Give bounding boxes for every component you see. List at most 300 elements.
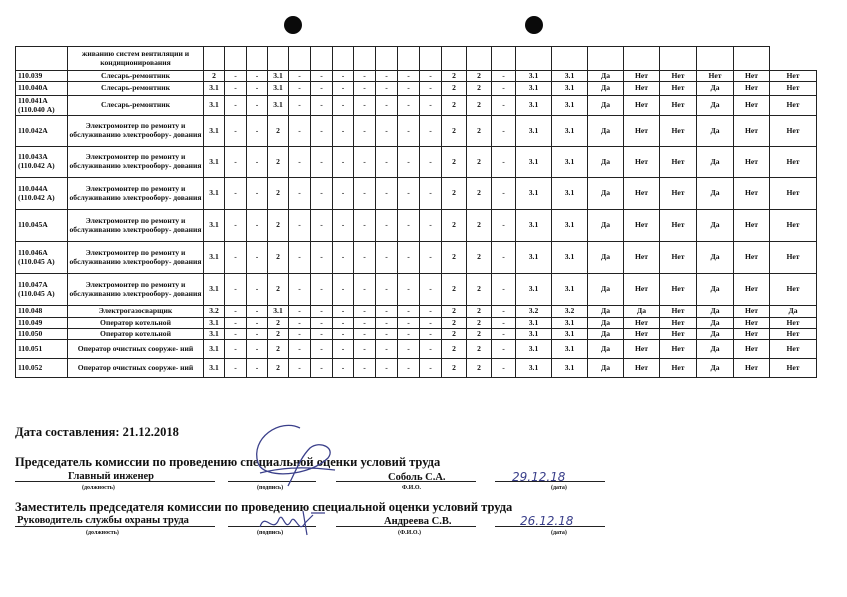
table-row [16,274,817,306]
row-cell: - [376,82,398,96]
row-cell: - [398,329,420,340]
row-profession: Оператор очистных сооруже- ний [68,359,204,378]
row-cell: Нет [734,318,770,329]
row-cell: 3.1 [516,210,552,242]
row-cell: - [225,359,247,378]
assessment-table [15,46,817,378]
row-cell: Нет [624,82,660,96]
row-cell [492,47,516,71]
row-cell: - [354,340,376,359]
row-cell: Да [588,274,624,306]
row-cell: - [354,71,376,82]
row-cell: - [376,340,398,359]
row-cell: 3.1 [552,210,588,242]
row-cell: - [225,147,247,178]
deputy-signature [255,505,335,540]
row-cell: Нет [770,242,817,274]
deputy-date-caption: (дата) [551,530,567,536]
row-cell: - [398,96,420,116]
row-cell: - [376,318,398,329]
row-cell: - [492,210,516,242]
row-cell: Нет [734,82,770,96]
row-cell: Нет [770,210,817,242]
row-cell: - [492,71,516,82]
row-cell: 3.2 [516,306,552,318]
row-cell: Нет [660,178,697,210]
row-cell: Да [588,178,624,210]
row-cell: 2 [204,71,225,82]
row-cell [354,47,376,71]
table-row [16,242,817,274]
row-cell: - [398,71,420,82]
row-cell: 2 [442,178,467,210]
row-cell: 2 [467,318,492,329]
row-cell: Да [697,274,734,306]
row-cell: 3.1 [268,82,289,96]
row-cell: 3.1 [516,329,552,340]
chair-position-line [15,481,215,482]
row-cell: 3.1 [516,82,552,96]
row-profession: Электромонтер по ремонту и обслуживанию электрообору- дования [68,242,204,274]
row-cell: Нет [624,96,660,116]
row-cell [660,47,697,71]
row-cell: - [398,306,420,318]
row-cell: Нет [734,178,770,210]
row-cell: - [289,329,311,340]
deputy-position-caption: (должность) [86,530,119,536]
row-cell: Нет [660,116,697,147]
row-cell: Нет [770,329,817,340]
row-cell: 2 [467,71,492,82]
row-cell: - [420,96,442,116]
row-code: 110.048 [16,306,68,318]
row-cell [552,47,588,71]
row-cell [588,47,624,71]
row-cell [516,47,552,71]
row-cell: 3.1 [552,116,588,147]
table-row [16,318,817,329]
row-cell: 3.1 [204,178,225,210]
row-cell: 3.1 [204,274,225,306]
row-cell: - [376,359,398,378]
chair-position: Главный инженер [68,471,155,482]
row-cell: 2 [268,359,289,378]
row-cell: 2 [268,178,289,210]
row-cell: 3.1 [516,147,552,178]
row-cell: - [492,82,516,96]
table-row [16,147,817,178]
row-cell: 2 [467,210,492,242]
row-profession: Электромонтер по ремонту и обслуживанию электрообору- дования [68,210,204,242]
row-cell: - [333,329,354,340]
row-cell: - [225,318,247,329]
row-cell: Нет [770,147,817,178]
row-cell: Нет [734,71,770,82]
row-cell: 2 [268,318,289,329]
row-cell: 2 [467,116,492,147]
row-cell: 2 [442,82,467,96]
row-cell: - [311,318,333,329]
row-cell: 3.1 [268,306,289,318]
table-row [16,116,817,147]
row-cell: - [311,274,333,306]
row-cell [204,47,225,71]
row-cell: - [420,274,442,306]
row-cell: Нет [770,318,817,329]
row-cell: - [333,274,354,306]
row-cell: - [354,82,376,96]
row-cell: - [289,340,311,359]
row-cell: - [376,116,398,147]
row-cell: 2 [442,210,467,242]
row-cell: - [247,71,268,82]
row-cell: 2 [467,306,492,318]
row-cell: - [398,82,420,96]
row-cell [697,47,734,71]
row-cell [420,47,442,71]
row-cell: Да [588,116,624,147]
row-cell: 2 [442,318,467,329]
row-cell: 3.1 [516,116,552,147]
row-cell: Да [588,71,624,82]
row-cell: Нет [660,306,697,318]
row-cell: - [376,71,398,82]
row-cell: Нет [624,147,660,178]
row-cell: - [420,340,442,359]
row-cell: - [376,306,398,318]
row-cell: 3.1 [204,147,225,178]
row-cell: - [289,210,311,242]
row-cell: Да [770,306,817,318]
row-cell: 3.1 [552,96,588,116]
row-cell: 2 [467,96,492,116]
row-cell: 2 [442,116,467,147]
row-cell [225,47,247,71]
row-cell: 2 [442,147,467,178]
row-cell: 2 [467,82,492,96]
row-cell: - [225,71,247,82]
row-cell: - [398,116,420,147]
row-cell: - [333,210,354,242]
row-cell: - [311,329,333,340]
row-profession: Электромонтер по ремонту и обслуживанию электрообору- дования [68,274,204,306]
row-cell: Нет [624,210,660,242]
row-cell: Нет [624,178,660,210]
row-cell: - [247,329,268,340]
punch-hole-right [525,16,543,34]
row-cell: 3.1 [204,210,225,242]
row-cell: - [247,116,268,147]
row-cell: - [354,147,376,178]
row-cell [734,47,770,71]
row-profession: Электромонтер по ремонту и обслуживанию электрообору- дования [68,116,204,147]
row-cell: 2 [442,306,467,318]
row-cell: 3.1 [552,329,588,340]
row-code: 110.047А (110.045 А) [16,274,68,306]
deputy-position-line [15,526,215,527]
row-cell: Нет [734,329,770,340]
row-cell: Да [588,147,624,178]
row-cell [376,47,398,71]
row-cell: Нет [624,71,660,82]
row-cell: 2 [467,340,492,359]
deputy-heading: Заместитель председателя комиссии по проведению специальной оценки условий труда [15,500,513,514]
row-cell: - [247,274,268,306]
row-cell: 2 [442,340,467,359]
row-cell: 3.1 [268,71,289,82]
row-cell: - [247,147,268,178]
chair-date: 29.12.18 [512,470,566,484]
row-cell: 3.1 [552,242,588,274]
row-profession: Электромонтер по ремонту и обслуживанию электрообору- дования [68,147,204,178]
table-row [16,340,817,359]
row-cell: - [420,329,442,340]
row-cell: - [289,96,311,116]
row-cell: - [492,340,516,359]
row-cell: - [289,242,311,274]
row-code: 110.051 [16,340,68,359]
chair-date-caption: (дата) [551,485,567,491]
row-cell: Нет [624,318,660,329]
row-cell: 3.1 [204,242,225,274]
row-cell: Нет [734,147,770,178]
row-cell: - [420,116,442,147]
chair-date-line [495,481,605,482]
row-cell: - [398,274,420,306]
row-cell: Да [624,306,660,318]
row-cell: Нет [660,274,697,306]
row-cell: Да [588,306,624,318]
row-cell: 2 [268,340,289,359]
row-cell: Нет [660,340,697,359]
row-cell: 2 [442,96,467,116]
table-row [16,329,817,340]
row-cell: - [420,82,442,96]
row-cell: Да [588,210,624,242]
row-cell: - [225,210,247,242]
row-cell: - [354,178,376,210]
row-cell: Да [588,340,624,359]
row-cell: 3.1 [516,96,552,116]
row-cell: 3.1 [204,96,225,116]
row-cell: - [354,210,376,242]
row-cell: Нет [734,340,770,359]
row-cell: - [354,306,376,318]
row-cell: 3.1 [204,116,225,147]
row-cell: Да [697,116,734,147]
row-cell: 2 [467,178,492,210]
row-cell: Да [588,96,624,116]
table-row [16,71,817,82]
row-cell [247,47,268,71]
row-cell: - [333,147,354,178]
row-cell: Нет [624,340,660,359]
row-cell: - [311,116,333,147]
row-cell: - [492,96,516,116]
deputy-position: Руководитель службы охраны труда [17,515,189,526]
deputy-name-line [336,526,476,527]
row-cell: 3.1 [552,340,588,359]
row-cell: Нет [624,274,660,306]
row-cell: Нет [624,116,660,147]
row-cell: 3.1 [516,178,552,210]
row-cell: Нет [770,340,817,359]
row-code: 110.041А (110.040 А) [16,96,68,116]
row-cell: - [333,306,354,318]
row-cell: - [398,318,420,329]
row-cell: 3.1 [552,178,588,210]
row-cell: - [354,318,376,329]
row-cell: Нет [734,359,770,378]
row-profession: Электромонтер по ремонту и обслуживанию электрообору- дования [68,178,204,210]
table-row [16,82,817,96]
row-cell: - [289,71,311,82]
row-cell: - [376,210,398,242]
row-cell: - [492,318,516,329]
row-cell: Нет [770,82,817,96]
row-cell: - [289,147,311,178]
row-cell: - [289,82,311,96]
row-cell [442,47,467,71]
row-cell: Да [588,242,624,274]
row-profession: Электрогазосварщик [68,306,204,318]
row-cell: 2 [467,242,492,274]
row-cell [311,47,333,71]
row-code: 110.045А [16,210,68,242]
row-cell: - [376,96,398,116]
row-cell: 3.1 [516,242,552,274]
row-cell: - [492,242,516,274]
row-cell: - [376,274,398,306]
row-cell: - [225,306,247,318]
row-cell: Нет [770,359,817,378]
row-cell: 2 [268,116,289,147]
row-cell: - [354,116,376,147]
deputy-date-line [495,526,605,527]
deputy-sign-caption: (подпись) [257,530,284,536]
row-cell: - [311,210,333,242]
chair-heading: Председатель комиссии по проведению специальной оценки условий труда [15,455,441,469]
chair-position-caption: (должность) [82,485,115,491]
row-cell: Да [697,329,734,340]
row-cell: Нет [660,318,697,329]
row-cell: - [247,82,268,96]
row-cell: - [492,147,516,178]
row-cell [624,47,660,71]
row-cell: - [289,178,311,210]
row-cell: - [311,82,333,96]
row-cell: 2 [442,329,467,340]
row-cell: - [311,306,333,318]
row-cell: 3.1 [204,329,225,340]
deputy-name: Андреева С.В. [384,516,452,527]
row-cell: - [311,96,333,116]
date-compiled: Дата составления: 21.12.2018 [15,425,179,439]
row-cell: - [333,318,354,329]
row-cell: - [398,242,420,274]
row-profession: Слесарь-ремонтник [68,96,204,116]
row-cell: - [354,96,376,116]
row-cell: Нет [660,329,697,340]
deputy-name-caption: (Ф.И.О.) [398,530,421,536]
row-code [16,47,68,71]
row-cell: - [289,359,311,378]
row-cell: Нет [660,147,697,178]
row-cell: Нет [624,242,660,274]
row-cell: Нет [770,96,817,116]
row-cell: Нет [660,359,697,378]
row-cell: 2 [467,147,492,178]
row-cell: - [420,71,442,82]
row-profession: Слесарь-ремонтник [68,71,204,82]
row-cell: - [311,359,333,378]
chair-name-caption: Ф.И.О. [402,485,421,491]
row-cell: - [333,359,354,378]
row-cell: Да [697,210,734,242]
row-profession: живанию систем вентиляции и кондиционирования [68,47,204,71]
row-cell: - [225,82,247,96]
row-cell: 3.1 [552,147,588,178]
deputy-date: 26.12.18 [520,514,574,528]
row-code: 110.040А [16,82,68,96]
row-cell: - [247,359,268,378]
row-cell: Да [697,96,734,116]
row-cell: 2 [268,329,289,340]
table-row [16,210,817,242]
row-cell: Да [588,318,624,329]
row-cell: - [225,116,247,147]
row-cell: 3.1 [204,340,225,359]
row-cell: - [398,210,420,242]
row-cell: - [247,178,268,210]
row-cell: 3.1 [552,318,588,329]
row-cell: - [492,178,516,210]
row-cell: Нет [660,242,697,274]
chair-signature [240,418,340,493]
chair-name: Соболь С.А. [388,472,446,483]
row-cell: - [420,242,442,274]
row-cell: - [289,274,311,306]
chair-sign-caption: (подпись) [257,485,284,491]
row-cell: 3.1 [516,340,552,359]
row-cell: - [376,147,398,178]
row-cell [268,47,289,71]
row-cell: - [247,242,268,274]
row-cell: - [225,178,247,210]
row-cell: - [420,147,442,178]
row-cell: - [398,340,420,359]
row-cell: - [225,340,247,359]
row-cell: 2 [268,147,289,178]
row-cell: - [492,359,516,378]
table-row [16,178,817,210]
row-code: 110.043А (110.042 А) [16,147,68,178]
row-cell: - [289,318,311,329]
row-cell: - [311,71,333,82]
row-cell: Нет [624,329,660,340]
row-cell: Нет [770,116,817,147]
row-cell: - [247,318,268,329]
row-cell: 3.1 [552,82,588,96]
row-cell: 3.1 [516,318,552,329]
row-cell: Да [697,242,734,274]
row-profession: Слесарь-ремонтник [68,82,204,96]
row-cell: - [492,329,516,340]
row-cell: - [492,306,516,318]
row-code: 110.042А [16,116,68,147]
row-cell: - [398,178,420,210]
row-cell: - [333,82,354,96]
